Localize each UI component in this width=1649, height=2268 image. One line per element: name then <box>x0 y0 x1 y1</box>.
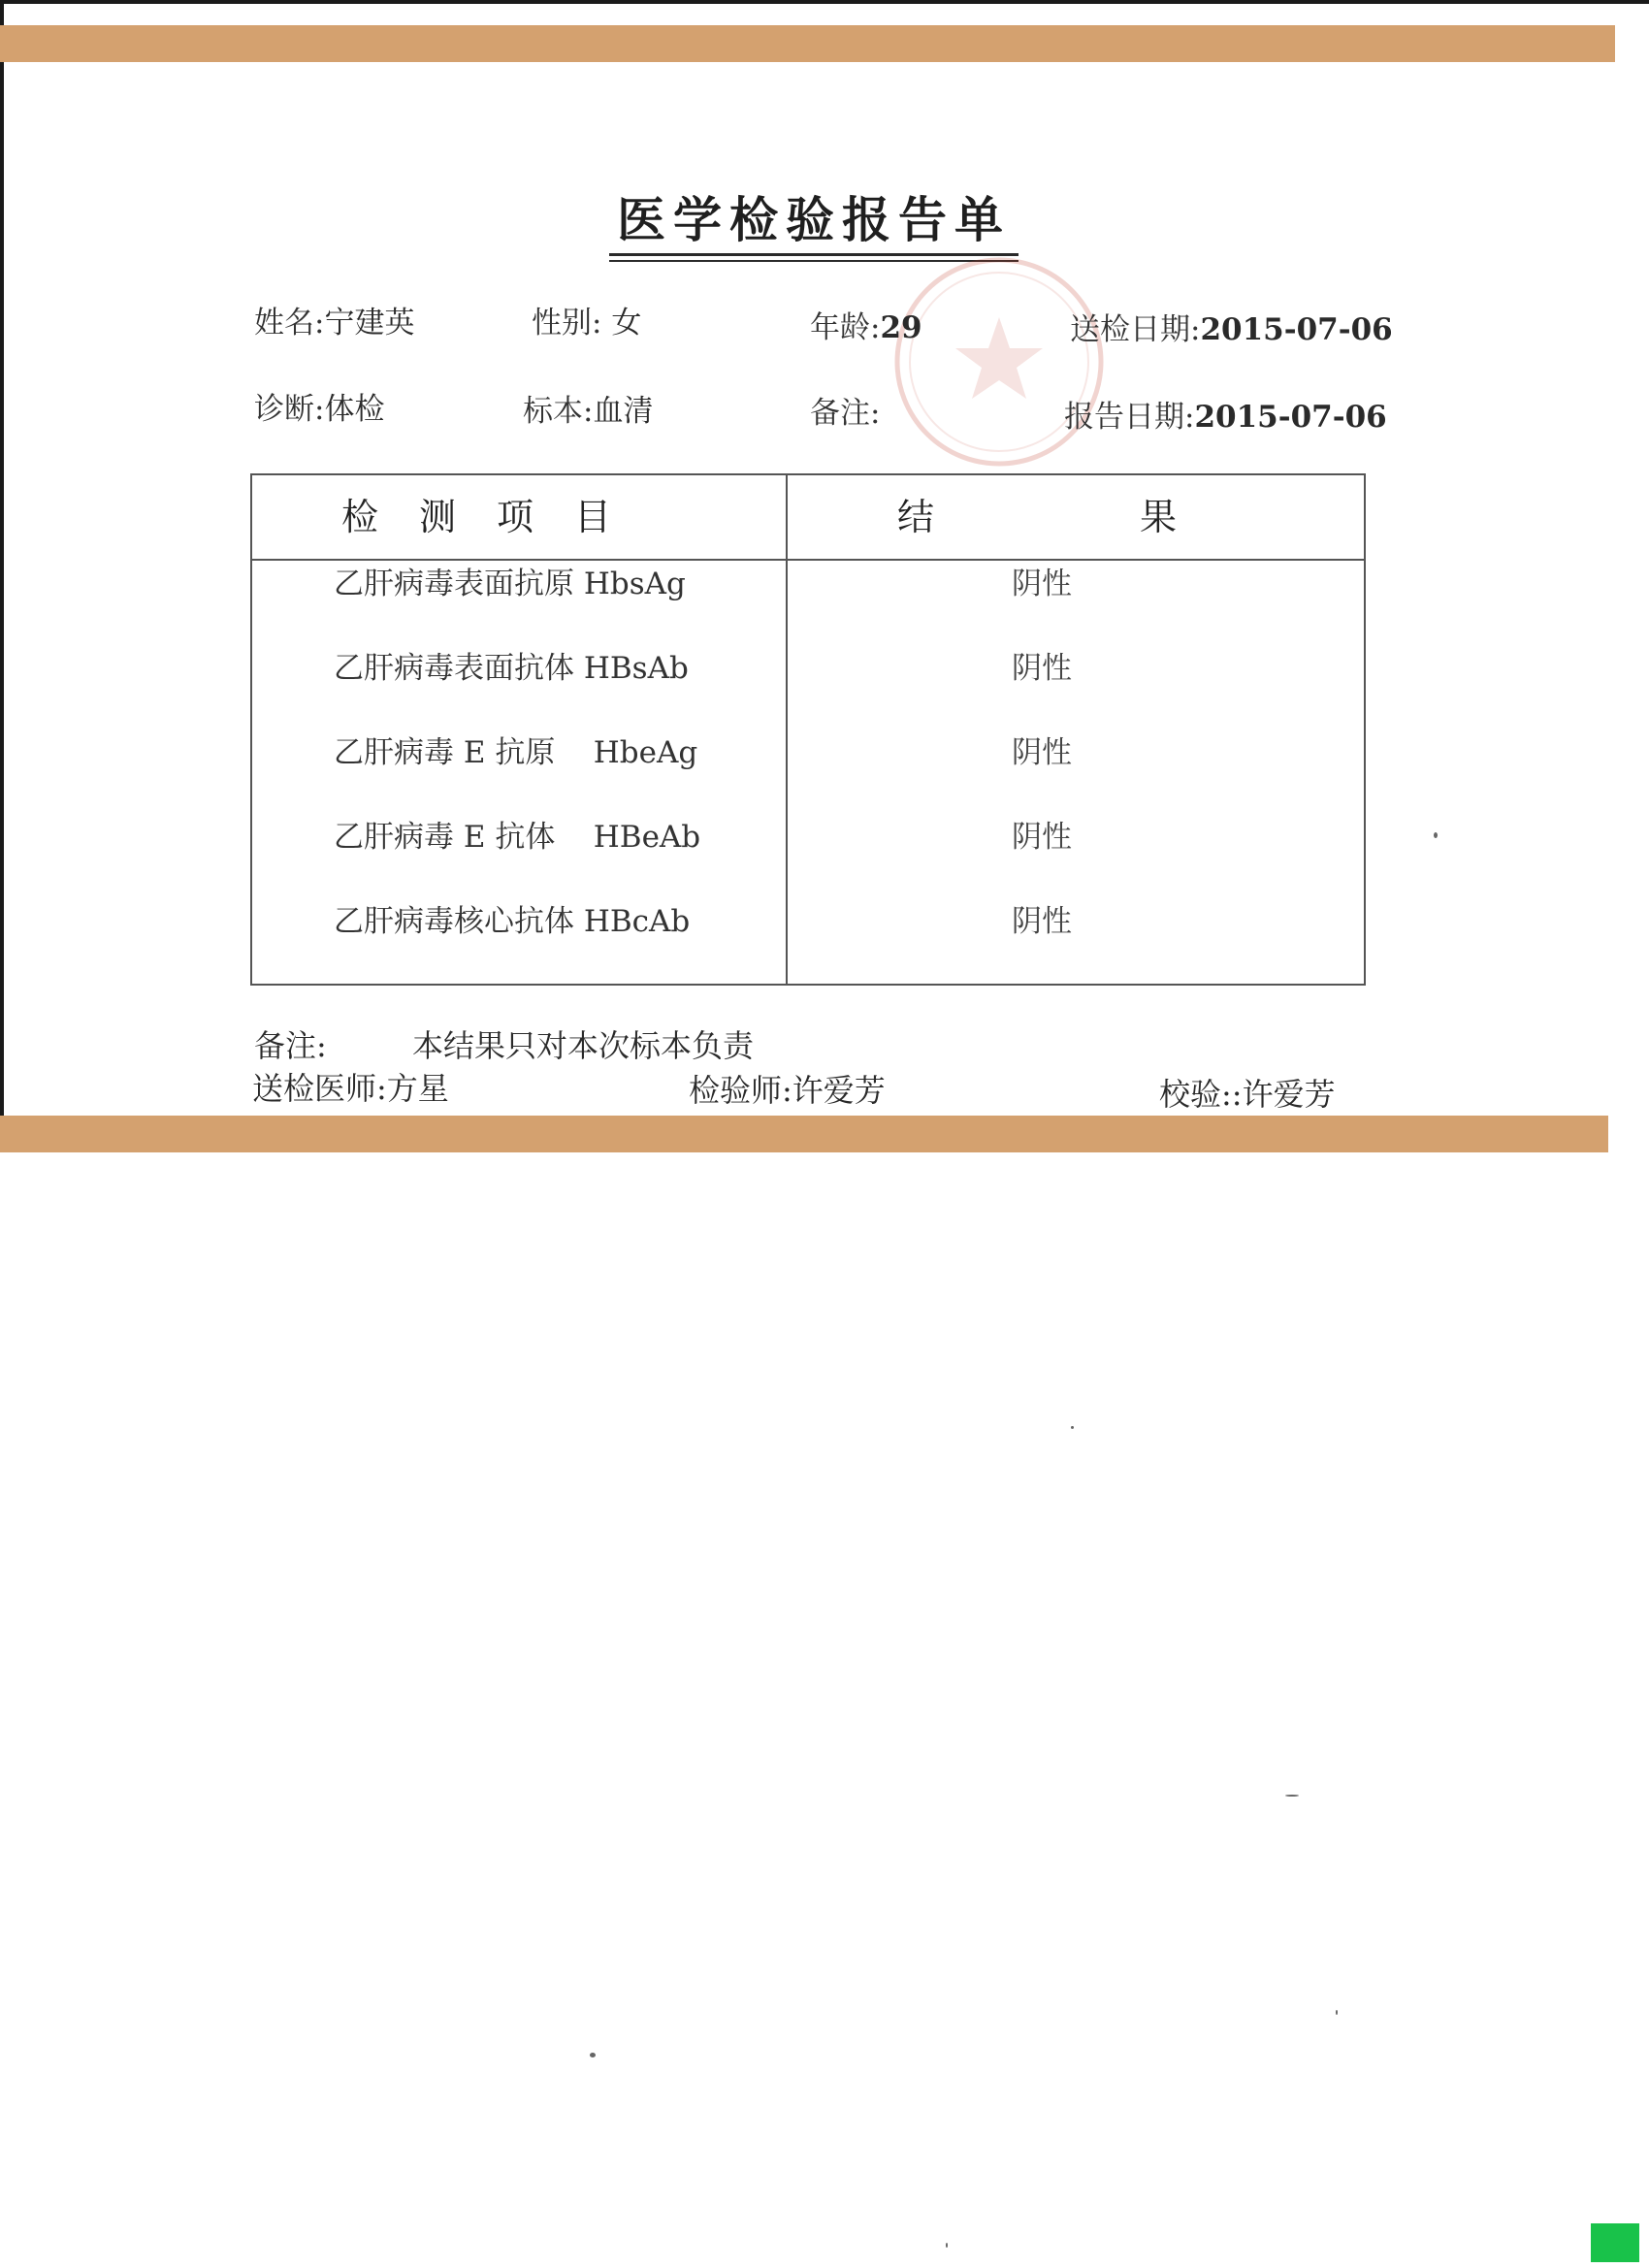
footer-note: 本结果只对本次标本负责 <box>412 1027 755 1064</box>
test-item-name: 乙肝病毒 E 抗体 HBeAb <box>334 820 701 855</box>
test-result: 阴性 <box>1012 820 1072 855</box>
doctor-field <box>252 1069 449 1108</box>
patient-sex-field <box>532 304 641 342</box>
diagnosis-label: 诊断: <box>254 392 325 427</box>
table-header-result-2: 果 <box>1140 496 1178 538</box>
test-item-name: 乙肝病毒核心抗体 HBcAb <box>334 904 691 939</box>
table-row <box>252 902 1364 958</box>
submit-date-field <box>1070 310 1393 349</box>
patient-sex-value: 女 <box>611 306 642 340</box>
submit-date-value: 2015-07-06 <box>1200 312 1393 347</box>
report-date-label: 报告日期: <box>1064 400 1195 435</box>
patient-sex-label: 性别: <box>532 306 602 340</box>
patient-age-field <box>810 308 922 347</box>
tester-field <box>689 1071 886 1110</box>
scan-speck <box>1285 1795 1299 1797</box>
table-row <box>252 733 1364 790</box>
test-result: 阴性 <box>1012 735 1072 770</box>
test-item-name: 乙肝病毒 E 抗原 HbeAg <box>334 735 698 770</box>
table-row <box>252 818 1364 874</box>
scan-speck <box>946 2243 948 2248</box>
table-header-divider <box>252 559 1364 561</box>
tape-band-bottom <box>0 1116 1608 1152</box>
checker-field <box>1159 1075 1336 1114</box>
test-result: 阴性 <box>1012 651 1072 686</box>
checker-value: 许爱芳 <box>1242 1076 1336 1113</box>
results-table <box>250 473 1366 986</box>
scan-speck <box>590 2053 596 2057</box>
remark-field <box>810 394 880 433</box>
doctor-value: 方星 <box>386 1070 449 1107</box>
scan-edge-top <box>0 0 1649 4</box>
table-header-item: 检测项目 <box>341 496 653 538</box>
hospital-seal-stamp <box>854 247 1145 470</box>
specimen-value: 血清 <box>593 394 654 429</box>
checker-label: 校验:: <box>1159 1076 1243 1113</box>
patient-age-label: 年龄: <box>810 310 881 345</box>
patient-name-label: 姓名: <box>254 306 325 340</box>
scan-speck <box>1434 832 1438 838</box>
footer-note-label: 备注: <box>254 1027 327 1064</box>
specimen-field <box>523 392 653 431</box>
tape-band-top <box>0 25 1615 62</box>
submit-date-label: 送检日期: <box>1070 312 1201 347</box>
diagnosis-field <box>254 390 384 429</box>
tester-label: 检验师: <box>689 1072 792 1109</box>
report-date-value: 2015-07-06 <box>1194 400 1387 435</box>
table-header-result-1: 结 <box>897 496 935 538</box>
diagnosis-value: 体检 <box>324 392 385 427</box>
test-result: 阴性 <box>1012 904 1072 939</box>
report-title: 医学检验报告单 <box>617 191 1011 248</box>
remark-label: 备注: <box>810 396 881 431</box>
report-date-field <box>1064 398 1387 437</box>
scan-speck <box>1336 2010 1338 2015</box>
table-row <box>252 649 1364 705</box>
corner-badge <box>1591 2223 1639 2262</box>
test-result: 阴性 <box>1012 567 1072 601</box>
test-item-name: 乙肝病毒表面抗体 HBsAb <box>334 651 689 686</box>
scan-edge-left <box>0 0 4 1125</box>
table-row <box>252 565 1364 621</box>
patient-name-field <box>254 304 414 342</box>
doctor-label: 送检医师: <box>252 1070 387 1107</box>
patient-age-value: 29 <box>880 310 922 345</box>
patient-name-value: 宁建英 <box>324 306 415 340</box>
tester-value: 许爱芳 <box>792 1072 886 1109</box>
test-item-name: 乙肝病毒表面抗原 HbsAg <box>334 567 686 601</box>
scan-speck <box>1071 1426 1074 1429</box>
specimen-label: 标本: <box>523 394 594 429</box>
